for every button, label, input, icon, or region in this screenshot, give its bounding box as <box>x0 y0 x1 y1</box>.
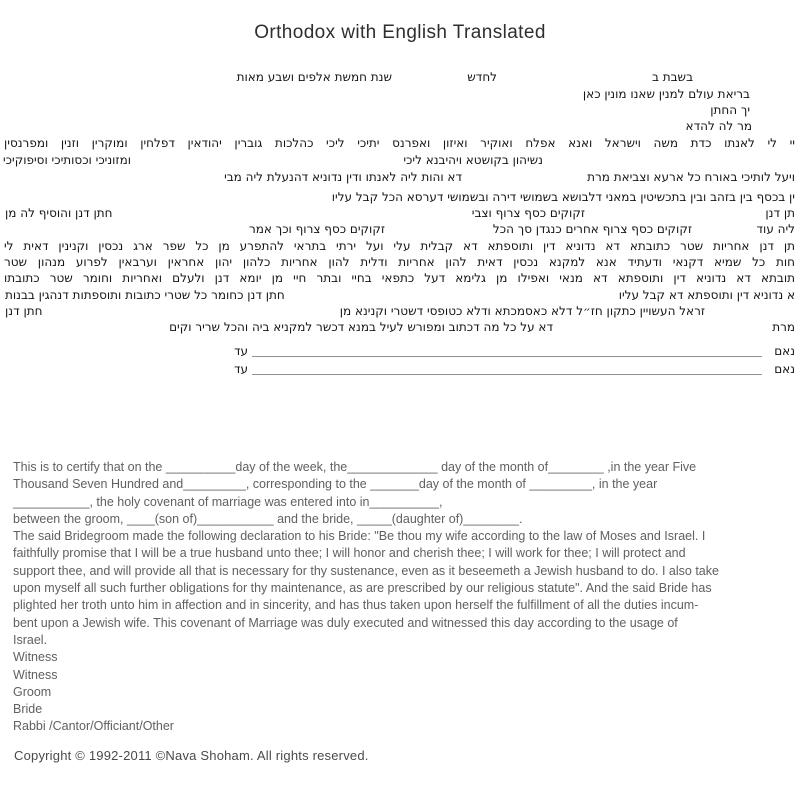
english-line: upon myself all such further obligations for thy maintenance, as are prescribed by our religious statute". And the said Bride has <box>13 581 712 596</box>
english-line: The said Bridegroom made the following declaration to his Bride: "Be thou my wife according to the law of Moses and Israel. I <box>13 529 706 544</box>
hebrew-segment: חתן דנן והוסיף לה מן <box>5 206 113 220</box>
hebrew-segment: יך החתן <box>710 103 750 117</box>
hebrew-segment: ין בכסף בין בזהב ובין בתכשיטין במאני דלבושא בשמושי דירה ובשמושי דערסא הכל קבל עליו <box>331 190 795 204</box>
hebrew-segment: נשיהון בקושטא ויהיבנא ליכי <box>403 153 543 167</box>
hebrew-line <box>0 320 800 336</box>
hebrew-segment: חתן דנן <box>5 304 43 318</box>
hebrew-segment: דא והות ליה לאנתו ודין נדוניא דהנעלת ליה מבי <box>224 170 462 184</box>
hebrew-segment: דא על כל מה דכתוב ומפורש לעיל במנא דכשר למקניא ביה והכל שריר וקים <box>169 320 553 334</box>
hebrew-line <box>0 87 800 103</box>
signature-label-officiant: Rabbi /Cantor/Officiant/Other <box>13 719 174 734</box>
english-line: support thee, and will provide all that is necessary for thy sustenance, even as it beseemeth a Jewish husband to do. I also take <box>13 563 719 578</box>
witness-signature-blank-line <box>252 356 762 357</box>
hebrew-line <box>0 304 800 320</box>
hebrew-segment: ויעל לותיכי באורח כל ארעא וצביאת מרת <box>587 170 795 184</box>
hebrew-line: חות כל שמיא דקנאי ודעתיד אנא למקנא נכסין דאית להון אחריות ודלית להון אחריות כלהון יהון אחראין וערבאין לפרוע מנהון שטר <box>4 255 795 269</box>
hebrew-segment: א נדוניא דין ותוספתא דא קבל עליו <box>618 288 795 302</box>
english-line: Israel. <box>13 632 48 647</box>
hebrew-line <box>0 170 800 186</box>
hebrew-segment: זראל העשויין כתקון חז״ל דלא כאסמכתא ודלא כטופסי דשטרי וקנינא מן <box>339 304 705 318</box>
copyright-notice: Copyright © 1992-2011 ©Nava Shoham. All rights reserved. <box>14 748 369 763</box>
signature-label-witness-2: Witness <box>13 667 58 682</box>
hebrew-line <box>0 222 800 238</box>
hebrew-witness-ed-label: עד <box>233 362 248 376</box>
hebrew-line: יי לי לאנתו כדת משה וישראל ואנא אפלח ואוקיר ואיזון ואפרנס יתיכי ליכי כהלכות גוברין יהודאין דפלחין ומוקרין וזנין ומפרנסין <box>4 136 795 150</box>
hebrew-segment: תן דנן <box>765 206 795 220</box>
hebrew-segment: מרת <box>772 320 795 334</box>
hebrew-witness-naum-label: נאם <box>774 344 795 358</box>
hebrew-segment-weekday: בשבת ב <box>651 70 693 84</box>
signature-label-bride: Bride <box>13 702 43 717</box>
signature-label-witness-1: Witness <box>13 650 58 665</box>
hebrew-segment: ומזוניכי וכסותיכי וסיפוקיכי <box>3 153 131 167</box>
hebrew-segment: זקוקים כסף צרוף וצבי <box>471 206 585 220</box>
hebrew-witness-naum-label: נאם <box>774 362 795 376</box>
hebrew-segment-year: שנת חמשת אלפים ושבע מאות <box>236 70 392 84</box>
hebrew-segment: זקוקים כסף צרוף אחרים כנגדן סך הכל <box>492 222 692 236</box>
english-line: ___________, the holy covenant of marriage was entered into in__________, <box>13 494 443 509</box>
english-line: between the groom, ____(son of)___________ and the bride, _____(daughter of)________. <box>13 511 523 526</box>
hebrew-segment: ליה עוד <box>756 222 795 236</box>
english-translation-paragraph <box>13 459 795 736</box>
hebrew-line: תובתא דא נדוניא דין ותוספתא דא מנאי ואפילו מן גלימא דעל כתפאי בחיי ובתר חיי מן יומא דנן ולעלם ואחריות וחומר שטר כתובתו <box>4 271 795 285</box>
document-title: Orthodox with English Translated <box>254 22 546 43</box>
english-line: faithfully promise that I will be a true husband unto thee; I will honor and cherish thee; I will work for thee; I will protect and <box>13 546 686 561</box>
hebrew-line <box>0 190 800 206</box>
hebrew-segment: מר לה להדא <box>685 119 752 133</box>
signature-label-groom: Groom <box>13 684 52 699</box>
english-line: This is to certify that on the __________day of the week, the_____________ day of the month of________ ,in the year Five <box>13 460 697 474</box>
hebrew-segment-month: לחדש <box>467 70 497 84</box>
hebrew-line <box>0 288 800 304</box>
hebrew-witness-ed-label: עד <box>233 344 248 358</box>
english-line: bent upon a Jewish wife. This covenant of Marriage was duly executed and witnessed this day according to the usage of <box>13 615 678 630</box>
hebrew-segment: זקוקים כסף צרוף וכך אמר <box>248 222 385 236</box>
hebrew-witness-row-2 <box>0 362 800 378</box>
english-line: plighted her troth unto him in affection and in sincerity, and has thus taken upon herself the fulfillment of all the duties incum- <box>13 598 699 613</box>
hebrew-witness-row-1 <box>0 344 800 360</box>
hebrew-line <box>0 119 800 135</box>
witness-signature-blank-line <box>252 374 762 375</box>
hebrew-line <box>0 153 800 169</box>
hebrew-line: תן דנן אחריות שטר כתובתא דא נדוניא דין ותוספתא דא קבלית עלי ועל ירתי בתראי להתפרע מן כל שפר ארג נכסין וקנינין דאית לי <box>4 239 795 253</box>
english-line: Thousand Seven Hundred and_________, corresponding to the _______day of the month of _________, in the year <box>13 477 658 492</box>
hebrew-segment: חתן דנן כחומר כל שטרי כתובות ותוספתות דנהגין בבנות <box>5 288 285 302</box>
hebrew-line-date <box>0 70 800 86</box>
hebrew-line <box>0 103 800 119</box>
hebrew-line <box>0 206 800 222</box>
hebrew-segment: בריאת עולם למנין שאנו מונין כאן <box>582 87 750 101</box>
